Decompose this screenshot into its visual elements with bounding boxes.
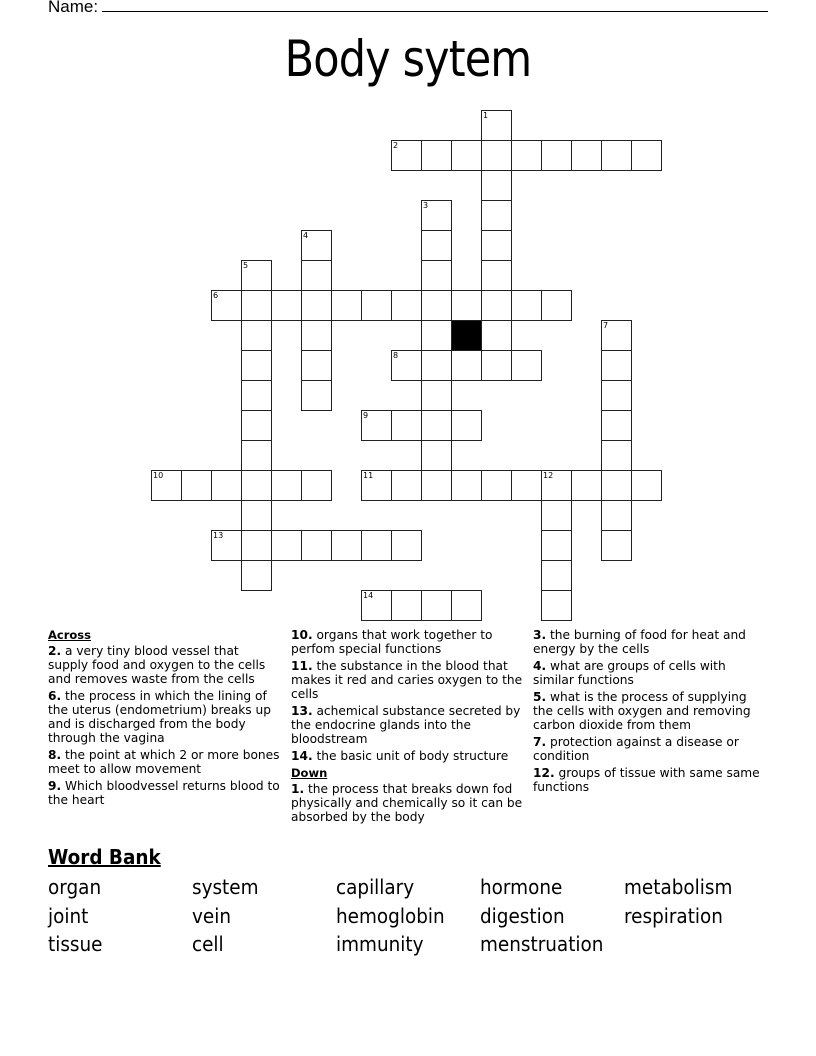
- clue-number: 7: [603, 321, 609, 330]
- grid-cell[interactable]: [241, 530, 272, 561]
- down-header: Down: [291, 766, 328, 780]
- clue-number: 12: [543, 471, 554, 480]
- grid-cell[interactable]: [601, 440, 632, 471]
- clue-down-1: 1. the process that breaks down fod physically and chemically so it can be absorbed by the body: [291, 782, 523, 824]
- grid-cell[interactable]: [301, 470, 332, 501]
- grid-cell[interactable]: [421, 200, 452, 231]
- grid-cell[interactable]: [211, 530, 242, 561]
- grid-cell[interactable]: [241, 260, 272, 291]
- grid-cell[interactable]: [511, 350, 542, 381]
- grid-cell[interactable]: [541, 470, 572, 501]
- grid-cell[interactable]: [391, 530, 422, 561]
- grid-cell[interactable]: [421, 470, 452, 501]
- grid-cell[interactable]: [571, 470, 602, 501]
- grid-cell[interactable]: [481, 320, 512, 351]
- grid-cell[interactable]: [151, 470, 182, 501]
- grid-cell[interactable]: [241, 410, 272, 441]
- clue-down-3: 3. the burning of food for heat and energy by the cells: [533, 628, 746, 656]
- grid-cell[interactable]: [421, 140, 452, 171]
- grid-cell[interactable]: [481, 170, 512, 201]
- grid-cell[interactable]: [451, 290, 482, 321]
- grid-cell[interactable]: [481, 110, 512, 141]
- word-bank-item: metabolism: [624, 875, 733, 899]
- grid-cell[interactable]: [421, 290, 452, 321]
- grid-cell[interactable]: [421, 320, 452, 351]
- clue-number: 5: [243, 261, 249, 270]
- grid-cell[interactable]: [421, 440, 452, 471]
- grid-cell[interactable]: [601, 380, 632, 411]
- grid-cell[interactable]: [181, 470, 212, 501]
- grid-cell[interactable]: [331, 530, 362, 561]
- black-cell: [451, 320, 482, 351]
- page-title: Body sytem: [284, 30, 532, 88]
- grid-cell[interactable]: [481, 350, 512, 381]
- word-bank-item: cell: [192, 932, 224, 956]
- grid-cell[interactable]: [511, 470, 542, 501]
- grid-cell[interactable]: [481, 230, 512, 261]
- grid-cell[interactable]: [451, 470, 482, 501]
- grid-cell[interactable]: [421, 380, 452, 411]
- clue-across-8: 8. the point at which 2 or more bones meet to allow movement: [48, 748, 280, 776]
- grid-cell[interactable]: [211, 290, 242, 321]
- grid-cell[interactable]: [361, 590, 392, 621]
- clue-number: 3: [423, 201, 429, 210]
- word-bank-item: respiration: [624, 903, 723, 928]
- grid-cell[interactable]: [391, 470, 422, 501]
- clue-across-6: 6. the process in which the lining of the uterus (endometrium) breaks up and is discharged from the body through the vagina: [48, 689, 271, 745]
- word-bank-item: menstruation: [480, 932, 604, 956]
- clue-across-10: 10. organs that work together to perfom special functions: [291, 628, 493, 656]
- grid-cell[interactable]: [481, 260, 512, 291]
- grid-cell[interactable]: [301, 530, 332, 561]
- grid-cell[interactable]: [451, 410, 482, 441]
- grid-cell[interactable]: [601, 470, 632, 501]
- grid-cell[interactable]: [361, 470, 392, 501]
- clue-number: 13: [213, 531, 224, 540]
- grid-cell[interactable]: [451, 140, 482, 171]
- grid-cell[interactable]: [631, 470, 662, 501]
- grid-cell[interactable]: [421, 230, 452, 261]
- grid-cell[interactable]: [391, 350, 422, 381]
- grid-cell[interactable]: [601, 500, 632, 531]
- grid-cell[interactable]: [301, 230, 332, 261]
- grid-cell[interactable]: [481, 470, 512, 501]
- clue-number: 4: [303, 231, 309, 240]
- grid-cell[interactable]: [301, 380, 332, 411]
- word-bank: [48, 873, 768, 959]
- grid-cell[interactable]: [451, 590, 482, 621]
- grid-cell[interactable]: [391, 410, 422, 441]
- grid-cell[interactable]: [211, 470, 242, 501]
- grid-cell[interactable]: [541, 140, 572, 171]
- grid-cell[interactable]: [241, 320, 272, 351]
- grid-cell[interactable]: [301, 350, 332, 381]
- grid-cell[interactable]: [361, 290, 392, 321]
- grid-cell[interactable]: [331, 290, 362, 321]
- grid-cell[interactable]: [601, 410, 632, 441]
- clue-number: 14: [363, 591, 374, 600]
- word-bank-item: vein: [192, 903, 231, 928]
- word-bank-item: organ: [48, 875, 102, 899]
- grid-cell[interactable]: [301, 320, 332, 351]
- clue-number: 10: [153, 471, 164, 480]
- grid-cell[interactable]: [271, 530, 302, 561]
- grid-cell[interactable]: [541, 560, 572, 591]
- grid-cell[interactable]: [481, 200, 512, 231]
- word-bank-item: tissue: [48, 932, 103, 956]
- across-header: Across: [48, 628, 91, 642]
- clues-column-3: [533, 628, 769, 797]
- word-bank-title: Word Bank: [48, 845, 161, 869]
- clue-down-12: 12. groups of tissue with same same functions: [533, 766, 760, 794]
- grid-cell[interactable]: [271, 470, 302, 501]
- clues-column-1: [48, 628, 280, 810]
- grid-cell[interactable]: [391, 590, 422, 621]
- grid-cell[interactable]: [541, 590, 572, 621]
- grid-cell[interactable]: [361, 410, 392, 441]
- word-bank-item: immunity: [336, 932, 424, 956]
- grid-cell[interactable]: [541, 530, 572, 561]
- grid-cell[interactable]: [451, 350, 482, 381]
- grid-cell[interactable]: [421, 260, 452, 291]
- name-label: Name:: [48, 0, 99, 16]
- grid-cell[interactable]: [571, 140, 602, 171]
- grid-cell[interactable]: [481, 290, 512, 321]
- grid-cell[interactable]: [241, 380, 272, 411]
- word-bank-item: hemoglobin: [336, 903, 445, 928]
- clue-number: 8: [393, 351, 399, 360]
- grid-cell[interactable]: [541, 500, 572, 531]
- grid-cell[interactable]: [631, 140, 662, 171]
- word-bank-item: capillary: [336, 875, 415, 899]
- grid-cell[interactable]: [601, 350, 632, 381]
- clue-across-9: 9. Which bloodvessel returns blood to the heart: [48, 779, 280, 807]
- clue-number: 11: [363, 471, 374, 480]
- grid-cell[interactable]: [421, 350, 452, 381]
- grid-cell[interactable]: [601, 530, 632, 561]
- grid-cell[interactable]: [511, 140, 542, 171]
- grid-cell[interactable]: [391, 290, 422, 321]
- grid-cell[interactable]: [241, 560, 272, 591]
- grid-cell[interactable]: [421, 590, 452, 621]
- word-bank-item: system: [192, 875, 259, 899]
- word-bank-item: hormone: [480, 875, 563, 899]
- grid-cell[interactable]: [361, 530, 392, 561]
- clue-down-7: 7. protection against a disease or condition: [533, 735, 739, 763]
- grid-cell[interactable]: [241, 290, 272, 321]
- grid-cell[interactable]: [241, 440, 272, 471]
- grid-cell[interactable]: [541, 290, 572, 321]
- word-bank-item: digestion: [480, 903, 565, 928]
- grid-cell[interactable]: [421, 410, 452, 441]
- grid-cell[interactable]: [481, 140, 512, 171]
- grid-cell[interactable]: [601, 320, 632, 351]
- clue-number: 9: [363, 411, 369, 420]
- clue-across-2: 2. a very tiny blood vessel that supply food and oxygen to the cells and removes waste from the cells: [48, 644, 266, 686]
- clue-across-14: 14. the basic unit of body structure: [291, 749, 509, 763]
- grid-cell[interactable]: [301, 260, 332, 291]
- grid-cell[interactable]: [241, 470, 272, 501]
- clues-column-2: [291, 628, 531, 827]
- clue-across-13: 13. achemical substance secreted by the endocrine glands into the bloodstream: [291, 704, 521, 746]
- grid-cell[interactable]: [391, 140, 422, 171]
- grid-cell[interactable]: [601, 140, 632, 171]
- grid-cell[interactable]: [241, 500, 272, 531]
- clue-number: 6: [213, 291, 219, 300]
- grid-cell[interactable]: [271, 290, 302, 321]
- clue-down-5: 5. what is the process of supplying the cells with oxygen and removing carbon dioxide from them: [533, 690, 751, 732]
- grid-cell[interactable]: [511, 290, 542, 321]
- clue-number: 2: [393, 141, 399, 150]
- clue-down-4: 4. what are groups of cells with similar functions: [533, 659, 726, 687]
- grid-cell[interactable]: [301, 290, 332, 321]
- grid-cell[interactable]: [241, 350, 272, 381]
- clue-across-11: 11. the substance in the blood that makes it red and caries oxygen to the cells: [291, 659, 523, 701]
- clue-number: 1: [483, 111, 489, 120]
- word-bank-item: joint: [48, 903, 89, 928]
